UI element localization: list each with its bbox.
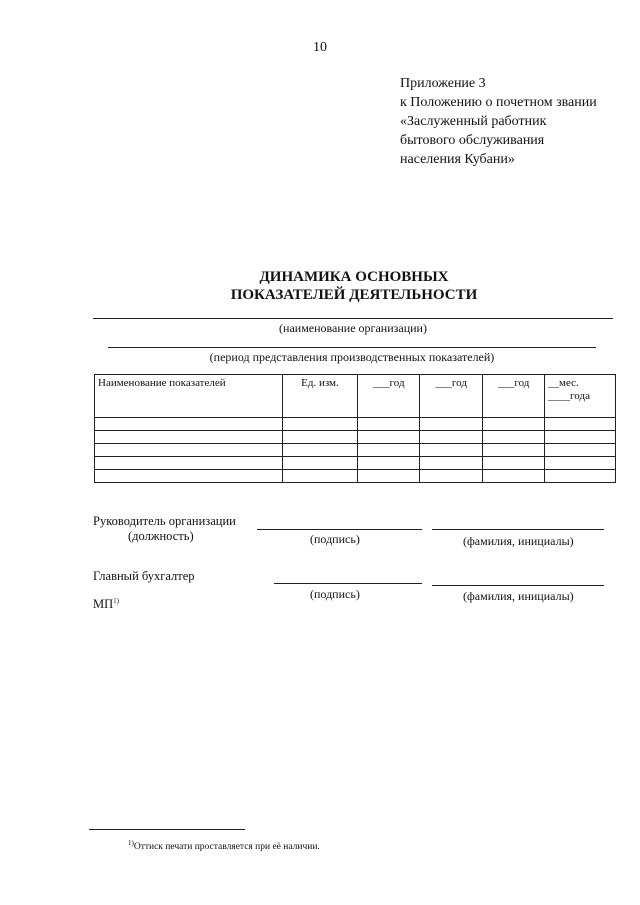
stamp-label-text: МП [93,597,114,612]
table-cell [358,444,420,457]
appendix-line: к Положению о почетном звании [400,95,597,110]
organization-name-line [93,318,613,319]
table-cell [420,444,483,457]
head-of-organization-label: Руководитель организации [93,514,236,528]
table-cell [545,418,616,431]
head-signature-line [257,529,422,530]
appendix-line: Приложение 3 [400,76,486,91]
table-cell [95,418,283,431]
appendix-line: «Заслуженный работник [400,114,547,129]
table-cell [358,470,420,483]
table-cell [420,431,483,444]
table-cell [358,457,420,470]
period-caption: (период представления производственных показателей) [209,350,495,364]
table-cell [545,470,616,483]
header-year-3: ___год [483,375,545,418]
table-cell [282,431,358,444]
footnote [128,839,320,852]
table-cell [282,457,358,470]
table-cell [420,457,483,470]
organization-caption: (наименование организации) [279,321,427,335]
footnote-text: Оттиск печати проставляется при её наличии. [133,842,320,853]
header-unit: Ед. изм. [282,375,358,418]
header-year-2: ___год [420,375,483,418]
table-cell [282,418,358,431]
table-cell [483,418,545,431]
document-title [0,268,640,304]
table-body [95,418,616,483]
appendix-line: бытового обслуживания [400,133,545,148]
period-line [108,347,596,348]
accountant-name-caption: (фамилия, инициалы) [463,589,574,603]
table-cell [483,470,545,483]
table-cell [420,418,483,431]
accountant-signature-line [274,583,422,584]
table-cell [420,470,483,483]
header-month-year: __мес. ____года [545,375,616,418]
title-line-2: ПОКАЗАТЕЛЕЙ ДЕЯТЕЛЬНОСТИ [230,287,478,303]
table-cell [95,444,283,457]
table-cell [282,444,358,457]
accountant-signature-caption: (подпись) [310,587,360,601]
chief-accountant-label: Главный бухгалтер [93,569,195,583]
table-row [95,470,616,483]
page-number: 10 [313,40,327,55]
table-header-row [95,375,616,418]
head-signature-caption: (подпись) [310,532,360,546]
header-indicator-name: Наименование показателей [95,375,283,418]
position-caption: (должность) [128,529,194,543]
appendix-line: населения Кубани» [400,152,515,167]
table-cell [545,457,616,470]
appendix-block [400,74,597,169]
table-row [95,457,616,470]
table-cell [95,470,283,483]
accountant-name-line [432,585,604,586]
table-cell [483,444,545,457]
table-cell [483,431,545,444]
footnote-marker: 1) [128,839,134,847]
head-name-line [432,529,604,530]
table-cell [358,431,420,444]
head-name-caption: (фамилия, инициалы) [463,534,574,548]
table-cell [545,444,616,457]
stamp-footnote-marker: 1) [113,597,119,605]
indicators-table [94,374,616,483]
table-row [95,431,616,444]
table-cell [358,418,420,431]
stamp-label [93,597,119,612]
header-year-1: ___год [358,375,420,418]
table-cell [95,431,283,444]
table-row [95,444,616,457]
title-line-1: ДИНАМИКА ОСНОВНЫХ [259,269,449,285]
table-cell [483,457,545,470]
footnote-separator [89,829,245,830]
table-row [95,418,616,431]
table-cell [282,470,358,483]
table-cell [545,431,616,444]
table-cell [95,457,283,470]
